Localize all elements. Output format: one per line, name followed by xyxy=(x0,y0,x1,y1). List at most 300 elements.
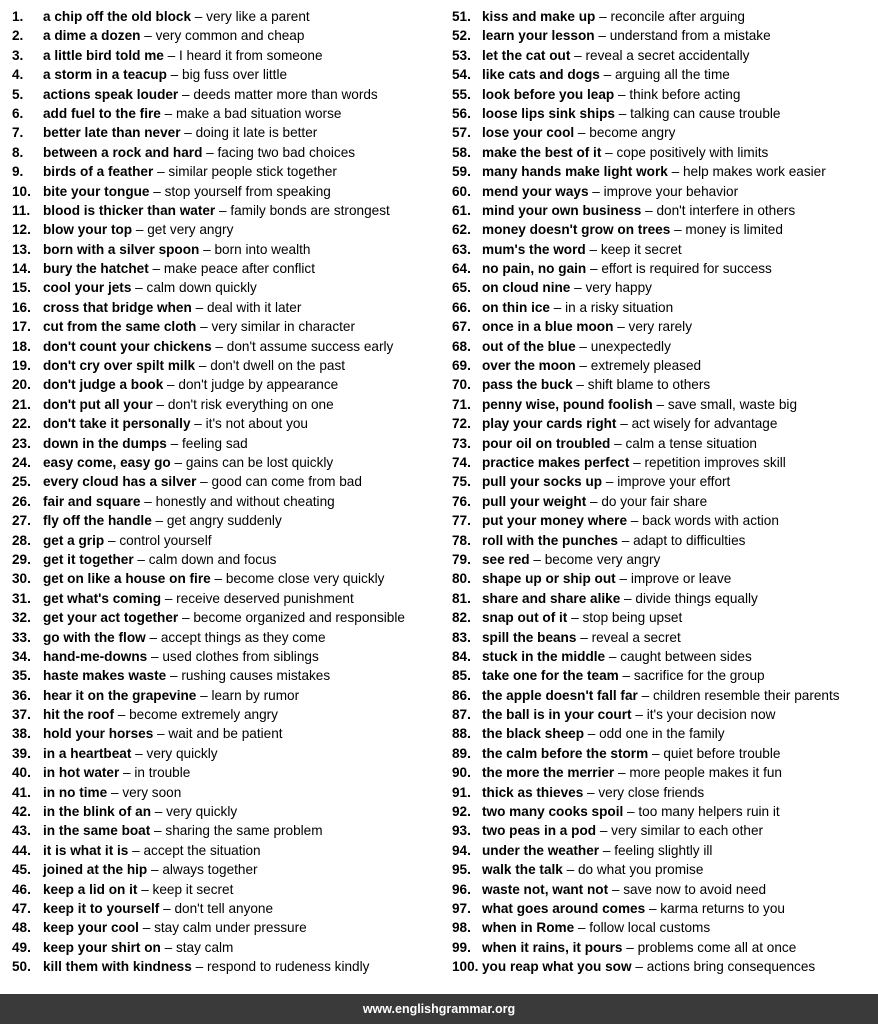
idiom-number: 56. xyxy=(452,105,471,121)
idiom-separator: – xyxy=(180,125,196,141)
idiom-meaning: deeds matter more than words xyxy=(193,86,378,102)
idiom-term: stuck in the middle xyxy=(482,648,606,664)
idiom-row xyxy=(12,104,447,123)
idiom-separator: – xyxy=(160,105,176,121)
idiom-meaning: very quickly xyxy=(146,745,218,761)
idiom-separator: – xyxy=(608,881,624,897)
idiom-separator: – xyxy=(572,377,588,393)
idiom-number: 36. xyxy=(12,687,31,703)
idiom-row xyxy=(452,918,876,937)
idiom-separator: – xyxy=(576,629,592,645)
idiom-row xyxy=(452,7,876,26)
idiom-term: many hands make light work xyxy=(482,164,668,180)
idiom-row xyxy=(12,744,447,763)
idiom-term: snap out of it xyxy=(482,610,568,626)
idiom-term: a storm in a teacup xyxy=(43,67,167,83)
idiom-row xyxy=(12,783,447,802)
idiom-column-left xyxy=(12,7,447,977)
idiom-meaning: feeling sad xyxy=(181,435,248,451)
idiom-term: the calm before the storm xyxy=(482,745,649,761)
idiom-meaning: follow local customs xyxy=(589,920,711,936)
idiom-term: the apple doesn't fall far xyxy=(482,687,638,703)
idiom-number: 34. xyxy=(12,648,31,664)
idiom-meaning: feeling slightly ill xyxy=(614,842,713,858)
idiom-separator: – xyxy=(178,610,194,626)
idiom-meaning: get angry suddenly xyxy=(166,513,282,529)
idiom-meaning: understand from a mistake xyxy=(609,28,771,44)
idiom-meaning: caught between sides xyxy=(620,648,752,664)
idiom-meaning: stay calm xyxy=(175,939,234,955)
footer-website-text: www.englishgrammar.org xyxy=(362,1002,516,1016)
idiom-row xyxy=(452,724,876,743)
idiom-separator: – xyxy=(574,125,590,141)
idiom-meaning: keep it secret xyxy=(152,881,234,897)
idiom-meaning: very like a parent xyxy=(206,9,310,24)
idiom-number: 39. xyxy=(12,745,31,761)
idiom-separator: – xyxy=(614,105,631,121)
idiom-number: 33. xyxy=(12,629,31,645)
idiom-separator: – xyxy=(159,900,175,916)
idiom-separator: – xyxy=(586,493,602,509)
idiom-separator: – xyxy=(160,939,176,955)
idiom-row xyxy=(452,240,876,259)
idiom-meaning: reconcile after arguing xyxy=(610,9,745,24)
idiom-separator: – xyxy=(166,668,182,684)
idiom-term: once in a blue moon xyxy=(482,319,614,335)
idiom-number: 52. xyxy=(452,28,471,44)
idiom-row xyxy=(452,162,876,181)
idiom-term: when in Rome xyxy=(482,920,575,936)
idiom-number: 58. xyxy=(452,144,471,160)
idiom-separator: – xyxy=(191,959,207,975)
idiom-number: 77. xyxy=(452,513,471,529)
idiom-term: loose lips sink ships xyxy=(482,105,615,121)
idiom-term: share and share alike xyxy=(482,590,621,606)
idiom-row xyxy=(452,104,876,123)
idiom-row xyxy=(12,26,447,45)
idiom-meaning: doing it late is better xyxy=(195,125,318,141)
idiom-row xyxy=(12,841,447,860)
idiom-number: 42. xyxy=(12,804,31,820)
idiom-meaning: don't judge by appearance xyxy=(178,377,339,393)
idiom-separator: – xyxy=(617,532,634,548)
idiom-number: 75. xyxy=(452,474,471,490)
idiom-number: 44. xyxy=(12,842,31,858)
idiom-row xyxy=(452,957,876,976)
idiom-term: over the moon xyxy=(482,358,576,374)
idiom-row xyxy=(452,317,876,336)
idiom-term: two peas in a pod xyxy=(482,823,597,839)
idiom-row xyxy=(452,531,876,550)
idiom-term: when it rains, it pours xyxy=(482,939,623,955)
idiom-row xyxy=(452,453,876,472)
idiom-separator: – xyxy=(637,687,653,703)
idiom-meaning: don't dwell on the past xyxy=(210,358,346,374)
idiom-row xyxy=(452,705,876,724)
idiom-term: learn your lesson xyxy=(482,28,595,44)
idiom-row xyxy=(12,240,447,259)
idiom-row xyxy=(12,337,447,356)
idiom-term: waste not, want not xyxy=(482,881,609,897)
idiom-row xyxy=(12,802,447,821)
idiom-row xyxy=(12,182,447,201)
idiom-meaning: in a risky situation xyxy=(565,299,674,315)
idiom-number: 99. xyxy=(452,939,471,955)
idiom-row xyxy=(452,608,876,627)
idiom-meaning: unexpectedly xyxy=(590,338,671,354)
idiom-number: 100. xyxy=(452,959,479,975)
idiom-number: 3. xyxy=(12,47,24,63)
idiom-separator: – xyxy=(196,474,212,490)
idiom-separator: – xyxy=(161,590,177,606)
idiom-column-right xyxy=(452,7,876,977)
idiom-term: hear it on the grapevine xyxy=(43,687,197,703)
idiom-separator: – xyxy=(613,319,629,335)
idiom-meaning: children resemble their parents xyxy=(652,687,840,703)
idiom-separator: – xyxy=(670,222,686,238)
idiom-number: 2. xyxy=(12,28,24,44)
idiom-meaning: do what you promise xyxy=(577,862,704,878)
idiom-row xyxy=(452,511,876,530)
idiom-meaning: big fuss over little xyxy=(182,67,288,83)
idiom-term: hold your horses xyxy=(43,726,154,742)
idiom-number: 28. xyxy=(12,532,31,548)
idiom-separator: – xyxy=(151,804,167,820)
idiom-meaning: become close very quickly xyxy=(225,571,385,587)
idiom-number: 20. xyxy=(12,377,31,393)
idiom-term: keep it to yourself xyxy=(43,900,160,916)
idiom-meaning: good can come from bad xyxy=(211,474,362,490)
idiom-number: 54. xyxy=(452,67,471,83)
idiom-separator: – xyxy=(648,745,664,761)
idiom-meaning: money is limited xyxy=(685,222,783,238)
idiom-row xyxy=(12,705,447,724)
idiom-number: 78. xyxy=(452,532,471,548)
idiom-term: shape up or ship out xyxy=(482,571,616,587)
footer-bar xyxy=(0,994,878,1024)
idiom-number: 96. xyxy=(452,881,471,897)
idiom-meaning: don't assume success early xyxy=(226,338,394,354)
idiom-meaning: sacrifice for the group xyxy=(633,668,765,684)
idiom-meaning: control yourself xyxy=(119,532,212,548)
idiom-number: 32. xyxy=(12,610,31,626)
idiom-separator: – xyxy=(215,202,231,218)
idiom-term: roll with the punches xyxy=(482,532,618,548)
idiom-separator: – xyxy=(131,280,147,296)
idiom-term: make the best of it xyxy=(482,144,602,160)
idiom-number: 41. xyxy=(12,784,31,800)
idiom-row xyxy=(452,472,876,491)
idiom-row xyxy=(12,220,447,239)
idiom-term: keep your shirt on xyxy=(43,939,161,955)
idiom-term: haste makes waste xyxy=(43,668,167,684)
idiom-row xyxy=(12,686,447,705)
idiom-term: no pain, no gain xyxy=(482,261,587,277)
idiom-number: 43. xyxy=(12,823,31,839)
idiom-separator: – xyxy=(145,629,161,645)
idiom-meaning: in trouble xyxy=(134,765,191,781)
idiom-number: 98. xyxy=(452,920,471,936)
idiom-row xyxy=(452,46,876,65)
idiom-meaning: don't risk everything on one xyxy=(167,396,334,412)
idiom-separator: – xyxy=(119,765,135,781)
idiom-number: 7. xyxy=(12,125,24,141)
idiom-number: 4. xyxy=(12,67,24,83)
idiom-number: 66. xyxy=(452,299,471,315)
idiom-row xyxy=(452,841,876,860)
idiom-number: 48. xyxy=(12,920,31,936)
idiom-number: 67. xyxy=(452,319,471,335)
idiom-term: fly off the handle xyxy=(43,513,152,529)
idiom-meaning: improve or leave xyxy=(630,571,732,587)
idiom-row xyxy=(452,666,876,685)
idiom-separator: – xyxy=(570,47,586,63)
idiom-number: 29. xyxy=(12,551,31,567)
idiom-number: 59. xyxy=(452,164,471,180)
idiom-meaning: very similar in character xyxy=(211,319,355,335)
idiom-number: 83. xyxy=(452,629,471,645)
idiom-row xyxy=(452,492,876,511)
idiom-separator: – xyxy=(195,358,211,374)
idiom-separator: – xyxy=(588,183,604,199)
idiom-separator: – xyxy=(210,571,226,587)
idiom-number: 22. xyxy=(12,416,31,432)
idiom-row xyxy=(452,298,876,317)
idiom-meaning: reveal a secret xyxy=(591,629,681,645)
idiom-term: it is what it is xyxy=(43,842,129,858)
idiom-row xyxy=(452,182,876,201)
idiom-term: mum's the word xyxy=(482,241,586,257)
idiom-term: don't cry over spilt milk xyxy=(43,358,196,374)
idiom-number: 65. xyxy=(452,280,471,296)
idiom-number: 45. xyxy=(12,862,31,878)
idiom-meaning: very rarely xyxy=(628,319,692,335)
idiom-meaning: more people makes it fun xyxy=(629,765,782,781)
idiom-meaning: calm down and focus xyxy=(148,551,277,567)
idiom-row xyxy=(452,628,876,647)
idiom-number: 5. xyxy=(12,86,24,102)
idiom-term: in the same boat xyxy=(43,823,151,839)
idiom-separator: – xyxy=(140,28,156,44)
idiom-separator: – xyxy=(166,67,183,83)
idiom-number: 72. xyxy=(452,416,471,432)
idiom-meaning: become angry xyxy=(589,125,676,141)
idiom-meaning: act wisely for advantage xyxy=(631,416,778,432)
idiom-meaning: used clothes from siblings xyxy=(162,648,319,664)
idiom-term: kill them with kindness xyxy=(43,959,192,975)
idiom-row xyxy=(12,201,447,220)
idiom-row xyxy=(12,550,447,569)
idiom-row xyxy=(12,278,447,297)
idiom-separator: – xyxy=(131,745,147,761)
idiom-number: 55. xyxy=(452,86,471,102)
idiom-separator: – xyxy=(631,707,647,723)
idiom-row xyxy=(452,143,876,162)
idiom-row xyxy=(452,569,876,588)
idiom-meaning: similar people stick together xyxy=(168,164,337,180)
idiom-number: 87. xyxy=(452,707,471,723)
idiom-term: joined at the hip xyxy=(43,862,148,878)
idiom-row xyxy=(452,26,876,45)
idiom-meaning: think before acting xyxy=(629,86,741,102)
idiom-meaning: divide things equally xyxy=(635,590,758,606)
idiom-separator: – xyxy=(153,726,169,742)
idiom-meaning: receive deserved punishment xyxy=(176,590,354,606)
idiom-meaning: make a bad situation worse xyxy=(175,105,342,121)
idiom-meaning: odd one in the family xyxy=(599,726,725,742)
idiom-number: 61. xyxy=(452,202,471,218)
idiom-meaning: very quickly xyxy=(166,804,238,820)
idiom-number: 27. xyxy=(12,513,31,529)
idiom-row xyxy=(12,957,447,976)
idiom-row xyxy=(12,356,447,375)
idiom-number: 60. xyxy=(452,183,471,199)
idiom-number: 74. xyxy=(452,454,471,470)
idiom-term: look before you leap xyxy=(482,86,615,102)
idiom-row xyxy=(12,860,447,879)
idiom-term: take one for the team xyxy=(482,668,619,684)
idiom-number: 68. xyxy=(452,338,471,354)
idiom-separator: – xyxy=(615,571,631,587)
idiom-meaning: get very angry xyxy=(147,222,234,238)
idiom-number: 49. xyxy=(12,939,31,955)
idiom-separator: – xyxy=(574,920,590,936)
idiom-meaning: don't interfere in others xyxy=(656,202,796,218)
idiom-term: on cloud nine xyxy=(482,280,571,296)
idiom-number: 17. xyxy=(12,319,31,335)
idiom-row xyxy=(452,763,876,782)
idiom-separator: – xyxy=(602,474,618,490)
idiom-number: 6. xyxy=(12,105,24,121)
idiom-number: 94. xyxy=(452,842,471,858)
idiom-term: bury the hatchet xyxy=(43,261,149,277)
idiom-separator: – xyxy=(629,454,645,470)
idiom-row xyxy=(12,7,447,26)
idiom-term: a dime a dozen xyxy=(43,28,141,44)
idiom-term: don't put all your xyxy=(43,396,153,412)
idiom-number: 26. xyxy=(12,493,31,509)
idiom-number: 23. xyxy=(12,435,31,451)
idiom-number: 16. xyxy=(12,299,31,315)
idiom-meaning: too many helpers ruin it xyxy=(638,804,780,820)
idiom-number: 12. xyxy=(12,222,31,238)
idiom-separator: – xyxy=(529,551,545,567)
idiom-separator: – xyxy=(614,765,630,781)
idiom-separator: – xyxy=(163,47,179,63)
idiom-separator: – xyxy=(586,261,602,277)
idiom-separator: – xyxy=(153,164,169,180)
idiom-number: 91. xyxy=(452,784,471,800)
idiom-number: 57. xyxy=(452,125,471,141)
idiom-separator: – xyxy=(150,823,166,839)
idiom-term: born with a silver spoon xyxy=(43,241,200,257)
idiom-separator: – xyxy=(652,396,668,412)
idiom-meaning: do your fair share xyxy=(601,493,708,509)
idiom-separator: – xyxy=(138,920,155,936)
idiom-row xyxy=(452,85,876,104)
idiom-meaning: quiet before trouble xyxy=(663,745,781,761)
idiom-term: the ball is in your court xyxy=(482,707,632,723)
idiom-meaning: accept things as they come xyxy=(160,629,326,645)
idiom-number: 19. xyxy=(12,358,31,374)
idiom-row xyxy=(12,85,447,104)
idiom-number: 64. xyxy=(452,261,471,277)
idiom-row xyxy=(452,414,876,433)
idiom-row xyxy=(452,356,876,375)
idiom-term: fair and square xyxy=(43,493,141,509)
idiom-number: 70. xyxy=(452,377,471,393)
idiom-row xyxy=(452,434,876,453)
idiom-separator: – xyxy=(631,959,647,975)
idiom-row xyxy=(452,337,876,356)
idiom-number: 93. xyxy=(452,823,471,839)
idiom-number: 25. xyxy=(12,474,31,490)
idiom-number: 53. xyxy=(452,47,471,63)
idiom-meaning: save now to avoid need xyxy=(623,881,767,897)
idiom-number: 21. xyxy=(12,396,31,412)
idiom-number: 9. xyxy=(12,164,24,180)
idiom-separator: – xyxy=(166,435,182,451)
idiom-separator: – xyxy=(594,28,610,44)
idiom-meaning: always together xyxy=(162,862,258,878)
idiom-term: penny wise, pound foolish xyxy=(482,396,653,412)
idiom-row xyxy=(12,375,447,394)
idiom-row xyxy=(12,434,447,453)
idiom-number: 15. xyxy=(12,280,31,296)
idiom-meaning: repetition improves skill xyxy=(644,454,786,470)
idiom-row xyxy=(452,123,876,142)
idiom-separator: – xyxy=(627,513,643,529)
idiom-term: what goes around comes xyxy=(482,900,646,916)
idiom-number: 79. xyxy=(452,551,471,567)
idiom-number: 14. xyxy=(12,261,31,277)
idiom-meaning: gains can be lost quickly xyxy=(185,454,334,470)
idiom-separator: – xyxy=(163,377,179,393)
idiom-row xyxy=(12,589,447,608)
idiom-row xyxy=(12,414,447,433)
idiom-meaning: talking can cause trouble xyxy=(630,105,781,121)
idiom-meaning: help makes work easier xyxy=(682,164,826,180)
idiom-number: 31. xyxy=(12,590,31,606)
idiom-row xyxy=(452,201,876,220)
idiom-term: cool your jets xyxy=(43,280,132,296)
idiom-term: put your money where xyxy=(482,513,628,529)
idiom-meaning: save small, waste big xyxy=(667,396,798,412)
idiom-row xyxy=(12,259,447,278)
idiom-row xyxy=(12,298,447,317)
idiom-term: two many cooks spoil xyxy=(482,804,624,820)
idiom-row xyxy=(452,686,876,705)
idiom-row xyxy=(12,46,447,65)
idiom-separator: – xyxy=(133,551,149,567)
idiom-separator: – xyxy=(623,804,639,820)
idiom-number: 38. xyxy=(12,726,31,742)
idiom-separator: – xyxy=(599,842,615,858)
idiom-term: get your act together xyxy=(43,610,179,626)
idiom-term: play your cards right xyxy=(482,416,617,432)
idiom-number: 86. xyxy=(452,687,471,703)
idiom-meaning: wait and be patient xyxy=(168,726,283,742)
idiom-separator: – xyxy=(196,687,212,703)
idiom-number: 37. xyxy=(12,707,31,723)
idiom-row xyxy=(12,123,447,142)
idiom-separator: – xyxy=(641,202,657,218)
idiom-row xyxy=(12,880,447,899)
idiom-meaning: calm down quickly xyxy=(146,280,257,296)
idiom-number: 11. xyxy=(12,202,31,218)
idiom-separator: – xyxy=(584,726,600,742)
idiom-separator: – xyxy=(610,435,626,451)
